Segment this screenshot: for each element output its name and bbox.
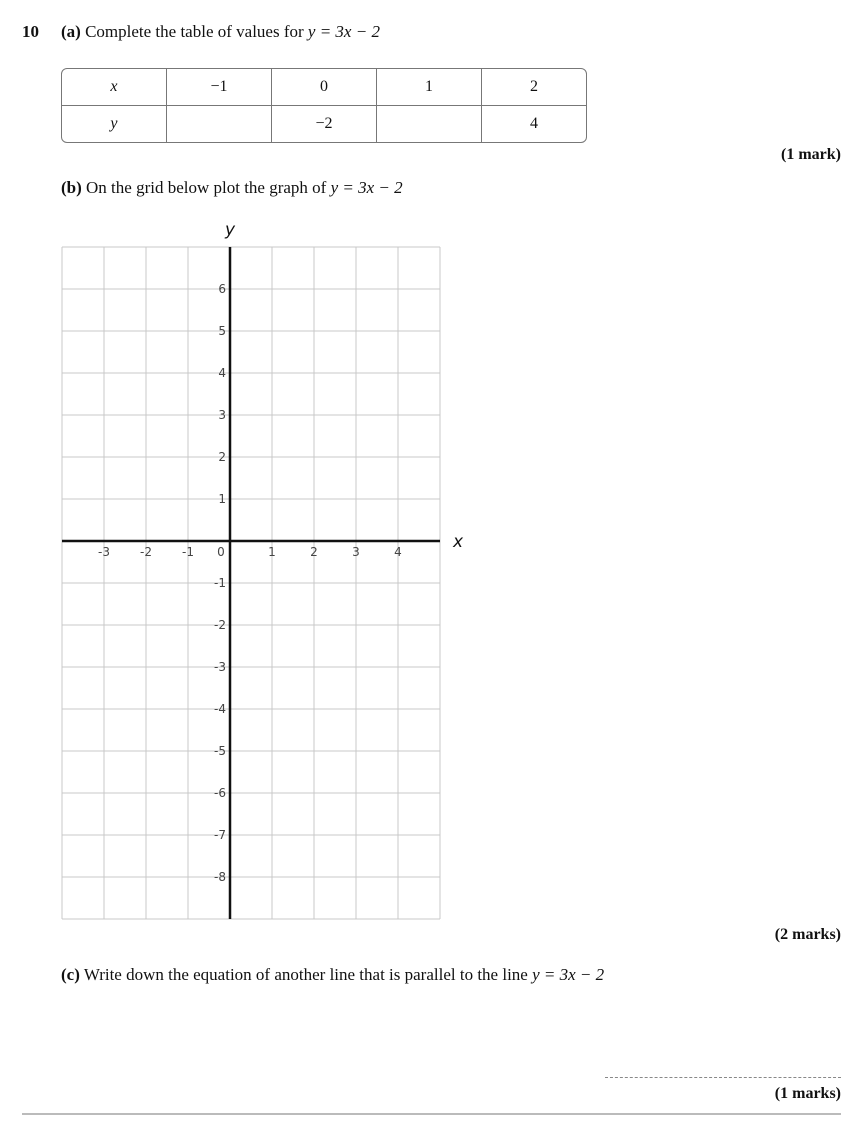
part-c-label: (c) xyxy=(61,965,80,984)
y-tick-label: 5 xyxy=(218,324,226,338)
y-tick-label: 4 xyxy=(218,366,226,380)
y-tick-label: 3 xyxy=(218,408,226,422)
part-c-prompt xyxy=(61,965,604,985)
table-row-x xyxy=(62,69,586,106)
y-tick-label: -7 xyxy=(214,828,226,842)
part-b-text: On the grid below plot the graph of xyxy=(86,178,327,197)
table-header-x: x xyxy=(62,69,167,106)
y-tick-label: 1 xyxy=(218,492,226,506)
y-tick-label: -4 xyxy=(214,702,226,716)
part-a-text: Complete the table of values for xyxy=(85,22,304,41)
x-tick-label: 2 xyxy=(310,545,318,559)
coordinate-grid[interactable] xyxy=(40,215,480,935)
table-cell: −1 xyxy=(167,69,272,106)
y-tick-label: -3 xyxy=(214,660,226,674)
part-b-label: (b) xyxy=(61,178,82,197)
x-tick-label: 3 xyxy=(352,545,360,559)
table-cell: −2 xyxy=(272,106,377,142)
x-tick-label: -1 xyxy=(182,545,194,559)
answer-line[interactable] xyxy=(605,1077,841,1078)
part-c-equation: y = 3x − 2 xyxy=(532,965,605,984)
y-tick-label: -6 xyxy=(214,786,226,800)
part-a-marks: (1 mark) xyxy=(781,146,841,163)
part-b-prompt xyxy=(61,178,403,198)
table-header-y: y xyxy=(62,106,167,142)
part-c-marks: (1 marks) xyxy=(774,1085,841,1102)
x-axis-label: x xyxy=(452,532,464,552)
y-tick-label: -8 xyxy=(214,870,226,884)
part-b-equation: y = 3x − 2 xyxy=(330,178,403,197)
footer-divider xyxy=(22,1113,841,1115)
table-of-values xyxy=(61,68,587,143)
part-a-label: (a) xyxy=(61,22,81,41)
part-a-prompt xyxy=(61,22,380,42)
y-tick-label: -1 xyxy=(214,576,226,590)
y-tick-label: -5 xyxy=(214,744,226,758)
table-cell: 2 xyxy=(482,69,586,106)
y-tick-label: -2 xyxy=(214,618,226,632)
part-b-marks: (2 marks) xyxy=(774,926,841,943)
table-answer-cell[interactable] xyxy=(167,106,272,142)
table-row-y xyxy=(62,106,586,142)
x-tick-label: 0 xyxy=(217,545,225,559)
y-axis-label: y xyxy=(224,220,236,240)
x-tick-label: 4 xyxy=(394,545,402,559)
x-tick-label: -3 xyxy=(98,545,110,559)
y-tick-label: 2 xyxy=(218,450,226,464)
table-cell: 1 xyxy=(377,69,482,106)
table-answer-cell[interactable] xyxy=(377,106,482,142)
x-tick-label: -2 xyxy=(140,545,152,559)
part-c-text: Write down the equation of another line that is parallel to the line xyxy=(83,965,528,984)
question-number: 10 xyxy=(22,22,39,41)
x-tick-label: 1 xyxy=(268,545,276,559)
part-a-equation: y = 3x − 2 xyxy=(307,22,380,41)
table-cell: 0 xyxy=(272,69,377,106)
table-cell: 4 xyxy=(530,115,538,132)
y-tick-label: 6 xyxy=(218,282,226,296)
